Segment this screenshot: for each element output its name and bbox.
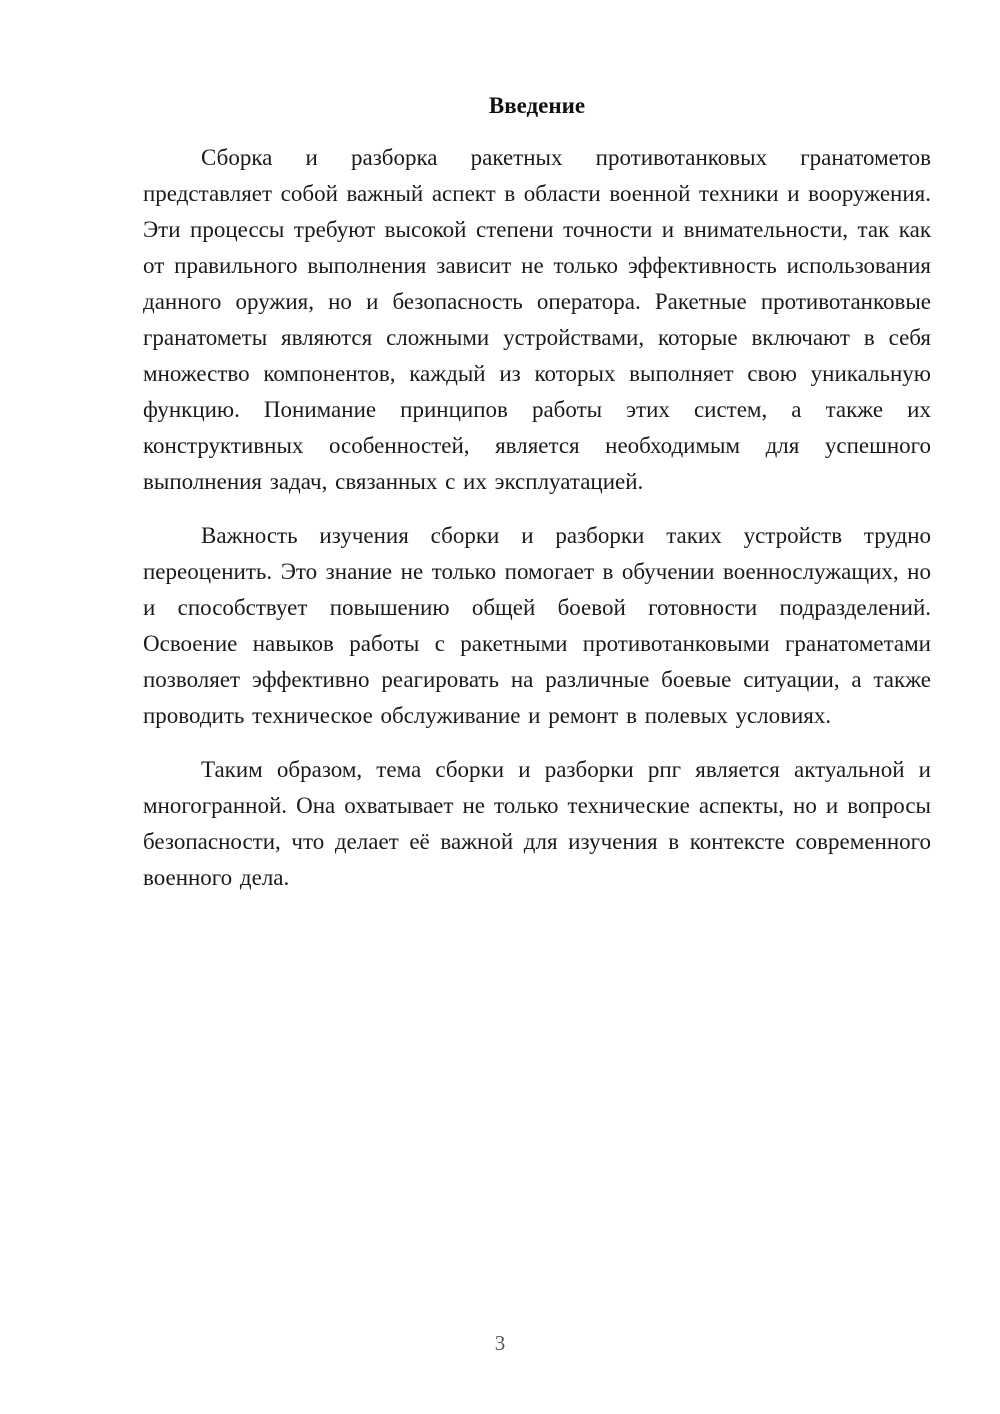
paragraph-intro-3: Таким образом, тема сборки и разборки рпг является актуальной и многогранной. Она охватывает не только технические аспекты, но и вопросы безопасности, что делает её важной для изучения в контексте современного военного дела. — [143, 757, 931, 890]
paragraph-intro-2: Важность изучения сборки и разборки таких устройств трудно переоценить. Это знание не только помогает в обучении военнослужащих, но и способствует повышению общей боевой готовности подразделений. Освоение навыков работы с ракетными противотанковыми гранатометами позволяет эффективно реагировать на различные боевые ситуации, а также проводить техническое обслуживание и ремонт в полевых условиях. — [143, 523, 931, 728]
paragraph-intro-1: Сборка и разборка ракетных противотанковых гранатометов представляет собой важный аспект в области военной техники и вооружения. Эти процессы требуют высокой степени точности и внимательности, так как от правильного выполнения зависит не только эффективность использования данного оружия, но и безопасность оператора. Ракетные противотанковые гранатометы являются сложными устройствами, которые включают в себя множество компонентов, каждый из которых выполняет свою уникальную функцию. Понимание принципов работы этих систем, а также их конструктивных особенностей, является необходимым для успешного выполнения задач, связанных с их эксплуатацией. — [143, 145, 931, 494]
page-number: 3 — [494, 1331, 506, 1355]
page-title: Введение — [488, 93, 586, 118]
document-content — [143, 88, 931, 914]
